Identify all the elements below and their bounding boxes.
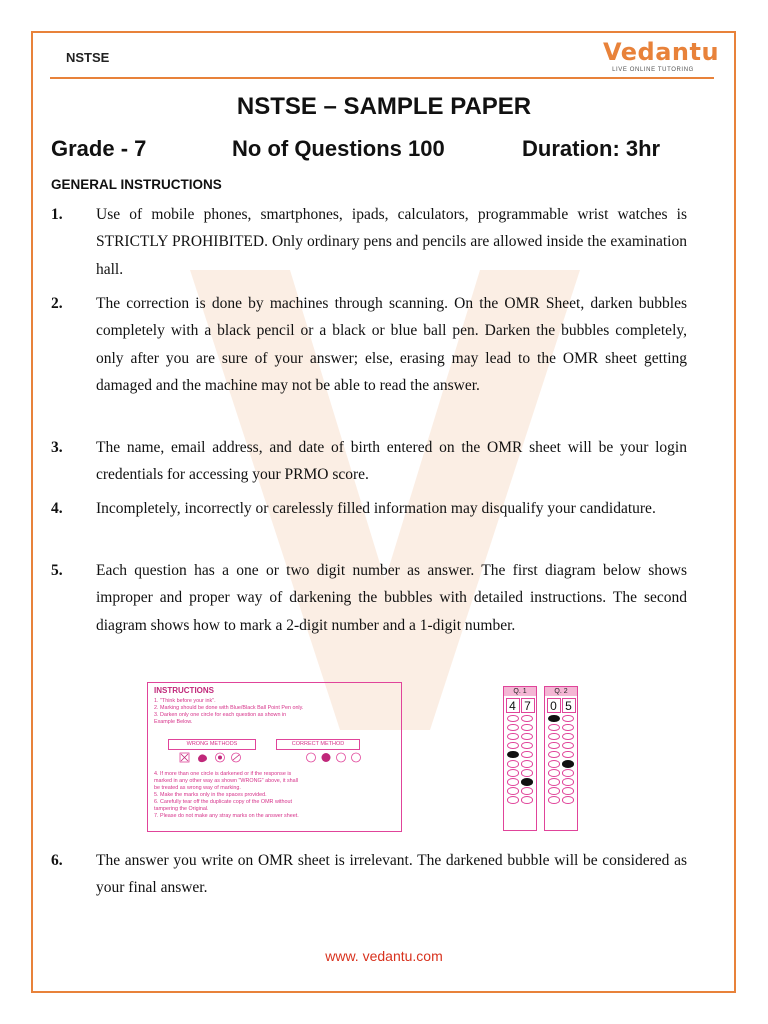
bubble: [562, 796, 574, 804]
bubble: [548, 724, 560, 732]
bubble: [521, 733, 533, 741]
bubble: [507, 778, 519, 786]
header-label: NSTSE: [66, 50, 110, 65]
wrong-methods-box: [168, 739, 256, 750]
omr-line: 7. Please do not make any stray marks on the answer sheet.: [154, 813, 299, 819]
answer-digit: 4: [506, 698, 520, 713]
bubble: [548, 742, 560, 750]
instruction-item: [51, 201, 687, 283]
instruction-text: The answer you write on OMR sheet is irrelevant. The darkened bubble will be considered as your final answer.: [96, 852, 687, 897]
wrong-methods-label: WRONG METHODS: [186, 741, 238, 747]
instruction-text: Incompletely, incorrectly or carelessly filled information may disqualify your candidature.: [96, 500, 656, 517]
bubble-row: [545, 751, 577, 759]
omr-answer-diagram: [498, 686, 581, 832]
instruction-item: [51, 495, 687, 522]
bubble-row: [545, 760, 577, 768]
footer-url: www. vedantu.com: [325, 948, 443, 964]
bubble: [562, 733, 574, 741]
omr-line: 6. Carefully tear off the duplicate copy of the OMR without: [154, 799, 293, 805]
instruction-text: The name, email address, and date of birth entered on the OMR sheet will be your login credentials for accessing your PRMO score.: [96, 439, 687, 484]
question-label: Q. 2: [545, 687, 577, 696]
bubble: [548, 751, 560, 759]
bubble-row: [504, 769, 536, 777]
omr-question-column: [503, 686, 537, 831]
bubble-row: [545, 769, 577, 777]
bubble: [521, 787, 533, 795]
logo-text: Vedantu: [603, 38, 720, 66]
bubble-row: [504, 778, 536, 786]
bubble: [521, 742, 533, 750]
filled-bubble: [548, 715, 560, 723]
bubble-row: [545, 742, 577, 750]
omr-line: be treated as wrong way of marking.: [154, 785, 241, 791]
instruction-number: 4.: [51, 500, 63, 517]
bubble: [507, 769, 519, 777]
answer-digit: 0: [547, 698, 561, 713]
bubble: [548, 760, 560, 768]
answer-digit: 5: [562, 698, 576, 713]
instruction-number: 6.: [51, 852, 63, 869]
bubble: [548, 787, 560, 795]
instruction-text: Each question has a one or two digit number as answer. The first diagram below shows improper and proper way of darkening the bubbles with detailed instructions. The second diagram shows how to mark a 2-digit number and a 1-digit number.: [96, 562, 687, 634]
bubble-row: [504, 760, 536, 768]
bubble: [548, 769, 560, 777]
filled-bubble: [562, 760, 574, 768]
omr-line: marked in any other way as shown "WRONG" above, it shall: [154, 778, 299, 784]
correct-method-box: [276, 739, 360, 750]
bubble-row: [545, 796, 577, 804]
omr-heading: INSTRUCTIONS: [154, 686, 214, 695]
vedantu-logo: [603, 38, 720, 74]
page-title: NSTSE – SAMPLE PAPER: [236, 93, 532, 120]
bubble-row: [545, 724, 577, 732]
omr-question-column: [544, 686, 578, 831]
bubble: [507, 715, 519, 723]
bubble: [548, 733, 560, 741]
bubble: [507, 742, 519, 750]
bubble-row: [545, 787, 577, 795]
instruction-text: Use of mobile phones, smartphones, ipads, calculators, programmable wrist watches is STRICTLY PROHIBITED. Only ordinary pens and pencils are allowed inside the examination hall.: [96, 206, 687, 278]
omr-instructions-diagram: [147, 682, 402, 832]
bubble: [521, 751, 533, 759]
bubble: [562, 724, 574, 732]
bubble: [507, 796, 519, 804]
bubble: [548, 796, 560, 804]
instruction-number: 2.: [51, 295, 63, 312]
instruction-item: [51, 847, 687, 902]
filled-bubble: [507, 751, 519, 759]
omr-line: 5. Make the marks only in the spaces provided.: [154, 792, 267, 798]
instruction-number: 1.: [51, 206, 63, 223]
bubble-row: [504, 796, 536, 804]
logo-tagline: LIVE ONLINE TUTORING: [612, 67, 694, 73]
bubble-row: [504, 742, 536, 750]
bubble-row: [545, 733, 577, 741]
bubble: [507, 760, 519, 768]
omr-line: 4. If more than one circle is darkened or if the response is: [154, 771, 292, 777]
grade-label: Grade - 7: [51, 136, 147, 161]
bubble: [521, 715, 533, 723]
bubble: [507, 787, 519, 795]
instruction-number: 5.: [51, 562, 63, 579]
bubble: [521, 724, 533, 732]
instruction-number: 3.: [51, 439, 63, 456]
bubble: [548, 778, 560, 786]
bubble-row: [504, 751, 536, 759]
bubble-grid: [504, 715, 536, 804]
bubble: [562, 769, 574, 777]
bubble-grid: [545, 715, 577, 804]
instruction-text: The correction is done by machines through scanning. On the OMR Sheet, darken bubbles completely with a black pencil or a black or blue ball pen. Darken the bubbles completely, only after you are sure of your answer; else, erasing may lead to the OMR sheet getting damaged and the machine may not be able to read the answer.: [96, 295, 687, 395]
instruction-item: [51, 557, 687, 639]
bubble: [521, 796, 533, 804]
bubble: [562, 787, 574, 795]
omr-line: tampering the Original.: [154, 806, 209, 812]
marking-examples-icon: [168, 751, 368, 765]
answer-digit: 7: [521, 698, 535, 713]
omr-line: 3. Darken only one circle for each question as shown in: [154, 712, 287, 718]
bubble: [521, 760, 533, 768]
omr-line: Example Below.: [154, 719, 193, 725]
omr-line: 1. "Think before your ink".: [154, 698, 216, 704]
bubble: [562, 778, 574, 786]
bubble: [507, 724, 519, 732]
bubble: [507, 733, 519, 741]
correct-method-label: CORRECT METHOD: [291, 741, 345, 747]
bubble-row: [504, 733, 536, 741]
questions-count: No of Questions 100: [232, 136, 445, 161]
duration-label: Duration: 3hr: [522, 136, 661, 161]
bubble: [562, 742, 574, 750]
instruction-item: [51, 290, 687, 400]
bubble-row: [504, 724, 536, 732]
bubble-row: [504, 787, 536, 795]
bubble: [562, 715, 574, 723]
bubble-row: [504, 715, 536, 723]
bubble-row: [545, 778, 577, 786]
section-heading: GENERAL INSTRUCTIONS: [51, 177, 222, 192]
bubble-row: [545, 715, 577, 723]
header-divider: [50, 77, 714, 79]
question-label: Q. 1: [504, 687, 536, 696]
omr-line: 2. Marking should be done with Blue/Black Ball Point Pen only.: [154, 705, 304, 711]
bubble: [521, 769, 533, 777]
instruction-item: [51, 434, 687, 489]
bubble: [562, 751, 574, 759]
filled-bubble: [521, 778, 533, 786]
